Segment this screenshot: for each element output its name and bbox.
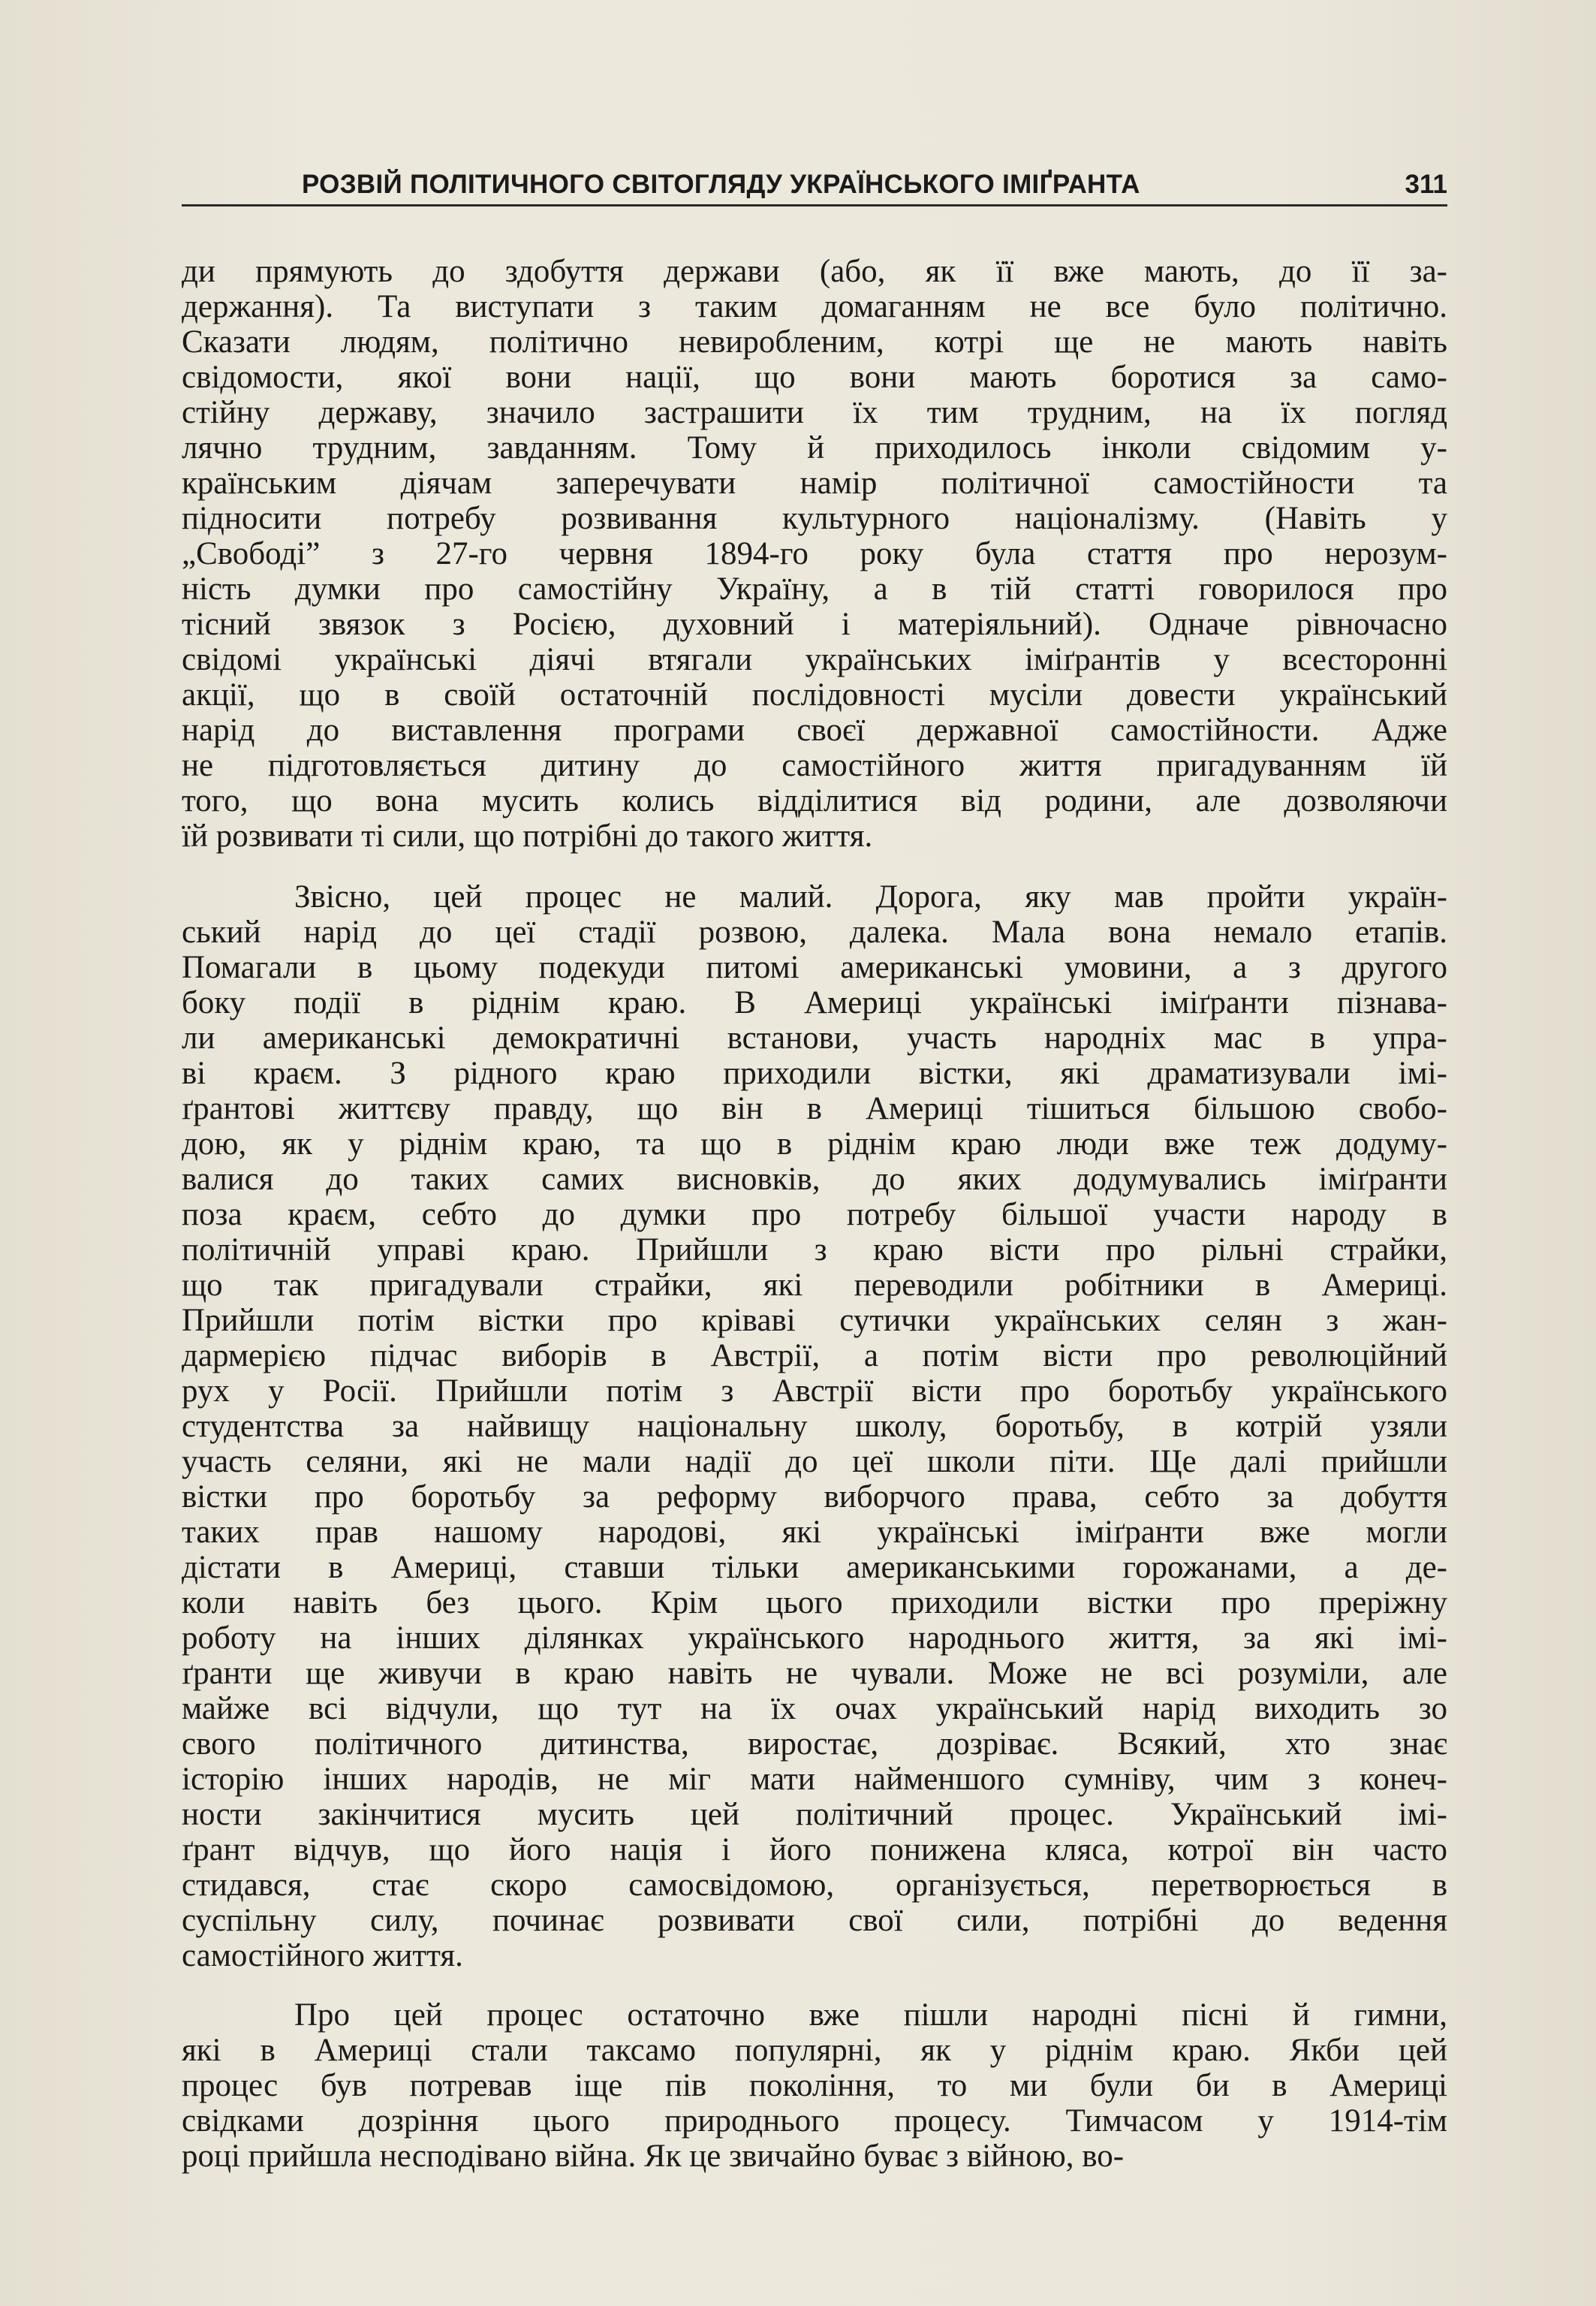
text-line: не підготовляється дитину до самостійного життя пригадуванням їй — [182, 748, 1447, 783]
text-line: самостійного життя. — [182, 1938, 463, 1973]
text-line: процес був потревав іще пів покоління, то ми були би в Америці — [182, 2068, 1447, 2103]
text-line: держання). Та виступати з таким домаганням не все було політично. — [182, 289, 1447, 324]
text-line: ди прямують до здобуття держави (або, як її вже мають, до її за- — [182, 254, 1447, 289]
text-line: нарід до виставлення програми своєї державної самостійности. Адже — [182, 713, 1447, 748]
text-line: році прийшла несподівано війна. Як це звичайно буває з війною, во- — [182, 2139, 1125, 2174]
paragraph-spacing — [182, 1973, 1447, 1997]
text-line: підносити потребу розвивання культурного націоналізму. (Навіть у — [182, 501, 1447, 536]
running-header — [182, 167, 1447, 206]
text-line: Звісно, цей процес не малий. Дорога, яку мав пройти україн- — [294, 879, 1447, 915]
text-line: стидався, стає скоро самосвідомою, організується, перетворюється в — [182, 1867, 1447, 1903]
text-line: акції, що в своїй остаточній послідовності мусіли довести український — [182, 677, 1447, 713]
text-line: ський нарід до цеї стадії розвою, далека. Мала вона немало етапів. — [182, 915, 1447, 950]
text-line: дістати в Америці, ставши тільки американськими горожанами, а де- — [182, 1550, 1447, 1585]
text-line: майже всі відчули, що тут на їх очах український нарід виходить зо — [182, 1691, 1447, 1726]
text-line: тісний звязок з Росією, духовний і матеріяльний). Одначе рівночасно — [182, 607, 1447, 642]
text-line: коли навіть без цього. Крім цього приходили вістки про преріжну — [182, 1585, 1447, 1620]
body-text — [182, 254, 1447, 2174]
text-line: роботу на інших ділянках українського народнього життя, за які імі- — [182, 1620, 1447, 1656]
text-line: ґрантові життєву правду, що він в Америці тішиться більшою свобо- — [182, 1091, 1447, 1126]
text-line: ґранти ще живучи в краю навіть не чували. Може не всі розуміли, але — [182, 1656, 1447, 1691]
text-line: політичній управі краю. Прийшли з краю вісти про рільні страйки, — [182, 1232, 1447, 1268]
text-line: ли американські демократичні встанови, участь народніх мас в упра- — [182, 1020, 1447, 1056]
text-line: суспільну силу, починає розвивати свої сили, потрібні до ведення — [182, 1903, 1447, 1938]
text-line: ві краєм. З рідного краю приходили вістки, які драматизували імі- — [182, 1056, 1447, 1091]
text-line: ґрант відчув, що його нація і його понижена кляса, котрої він часто — [182, 1832, 1447, 1867]
text-line: дармерією підчас виборів в Австрії, а потім вісти про революційний — [182, 1338, 1447, 1373]
text-line: „Свободі” з 27-го червня 1894-го року була стаття про нерозум- — [182, 536, 1447, 571]
text-line: Сказати людям, політично невиробленим, котрі ще не мають навіть — [182, 324, 1447, 360]
text-line: ність думки про самостійну Україну, а в тій статті говорилося про — [182, 571, 1447, 607]
text-line: що так пригадували страйки, які переводили робітники в Америці. — [182, 1268, 1447, 1303]
text-line: стійну державу, значило застрашити їх тим трудним, на їх погляд — [182, 395, 1447, 430]
text-line: історію інших народів, не міг мати найменшого сумніву, чим з конеч- — [182, 1762, 1447, 1797]
text-line: свідомі українські діячі втягали українських іміґрантів у всесторонні — [182, 642, 1447, 677]
paragraph-2 — [182, 879, 1447, 1973]
text-line: свідомости, якої вони нації, що вони мають боротися за само- — [182, 360, 1447, 395]
text-line: вістки про боротьбу за реформу виборчого права, себто за добуття — [182, 1479, 1447, 1515]
text-line: країнським діячам заперечувати намір політичної самостійности та — [182, 466, 1447, 501]
paragraph-3 — [182, 1997, 1447, 2174]
text-line: валися до таких самих висновків, до яких додумувались іміґранти — [182, 1162, 1447, 1197]
text-line: дою, як у ріднім краю, та що в ріднім краю люди вже теж додуму- — [182, 1126, 1447, 1162]
text-line: свого політичного дитинства, виростає, дозріває. Всякий, хто знає — [182, 1726, 1447, 1762]
text-line: студентства за найвищу національну школу, боротьбу, в котрій узяли — [182, 1409, 1447, 1444]
text-line: які в Америці стали таксамо популярні, як у ріднім краю. Якби цей — [182, 2033, 1447, 2068]
running-title: РОЗВІЙ ПОЛІТИЧНОГО СВІТОГЛЯДУ УКРАЇНСЬКОГО ІМІҐРАНТА — [302, 170, 1140, 199]
text-line: рух у Росії. Прийшли потім з Австрії вісти про боротьбу українського — [182, 1373, 1447, 1409]
text-line: того, що вона мусить колись відділитися від родини, але дозволяючи — [182, 783, 1447, 818]
page-number: 311 — [1405, 170, 1447, 199]
text-line: боку події в ріднім краю. В Америці українські іміґранти пізнава- — [182, 985, 1447, 1020]
text-line: лячно трудним, завданням. Тому й приходилось інколи свідомим у- — [182, 430, 1447, 466]
paragraph-1 — [182, 254, 1447, 854]
text-line: Про цей процес остаточно вже пішли народні пісні й гимни, — [294, 1997, 1447, 2033]
text-line: Помагали в цьому подекуди питомі американські умовини, а з другого — [182, 950, 1447, 985]
text-line: таких прав нашому народові, які українські іміґранти вже могли — [182, 1515, 1447, 1550]
text-line: участь селяни, які не мали надії до цеї школи піти. Ще далі прийшли — [182, 1444, 1447, 1479]
text-line: поза краєм, себто до думки про потребу більшої участи народу в — [182, 1197, 1447, 1232]
text-line: свідками дозріння цього природнього процесу. Тимчасом у 1914-тім — [182, 2103, 1447, 2139]
paragraph-spacing — [182, 854, 1447, 879]
text-line: їй розвивати ті сили, що потрібні до такого життя. — [182, 818, 873, 854]
text-line: ности закінчитися мусить цей політичний процес. Український імі- — [182, 1797, 1447, 1832]
text-line: Прийшли потім вістки про кріваві сутички українських селян з жан- — [182, 1303, 1447, 1338]
